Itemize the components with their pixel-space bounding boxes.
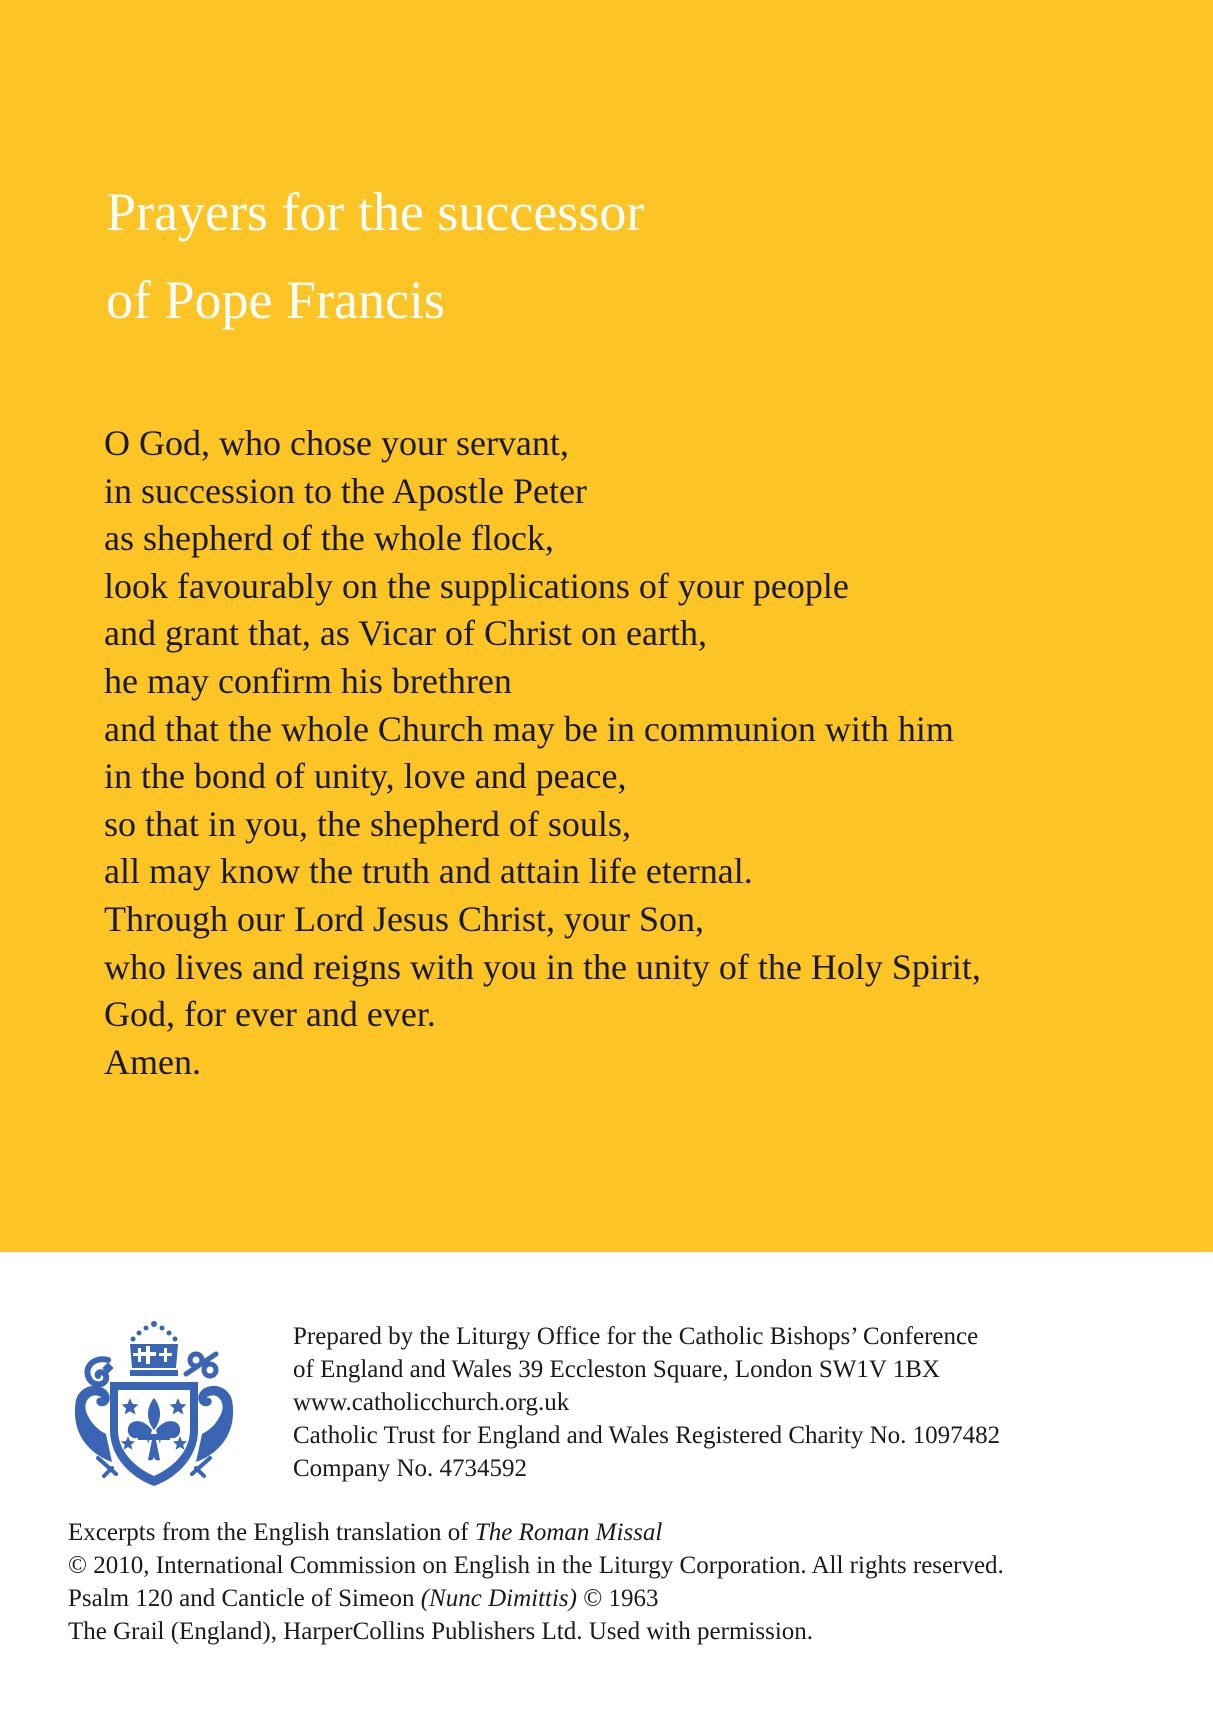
prayer-line: Through our Lord Jesus Christ, your Son, [104, 898, 704, 939]
publisher-info [293, 1320, 1193, 1485]
credits-text: © 1963 [576, 1585, 659, 1612]
publisher-address: of England and Wales 39 Eccleston Square, London SW1V 1BX [293, 1356, 940, 1383]
prayer-line: and grant that, as Vicar of Christ on earth, [104, 613, 707, 654]
prayer-line: so that in you, the shepherd of souls, [104, 803, 631, 844]
prayer-line: God, for ever and ever. [104, 994, 436, 1035]
prayer-line: in succession to the Apostle Peter [104, 470, 587, 511]
prayer-line: in the bond of unity, love and peace, [104, 756, 627, 797]
book-title: The Roman Missal [474, 1519, 663, 1546]
credits-text: Excerpts from the English translation of [68, 1519, 475, 1546]
credits-line-1 [68, 1516, 1208, 1549]
prayer-line: he may confirm his brethren [104, 660, 512, 701]
credits-line-2: © 2010, International Commission on English in the Liturgy Corporation. All rights reserved. [68, 1552, 1004, 1579]
prayer-line: Amen. [104, 1041, 201, 1082]
prayer-line: all may know the truth and attain life eternal. [104, 851, 753, 892]
copyright-credits [68, 1516, 1208, 1648]
prayer-line: as shepherd of the whole flock, [104, 518, 554, 559]
canticle-title: (Nunc Dimittis) [420, 1585, 577, 1612]
prayer-text [104, 420, 1204, 1086]
title-line-2: of Pope Francis [106, 270, 445, 330]
prayer-line: and that the whole Church may be in communion with him [104, 708, 954, 749]
prayer-line: who lives and reigns with you in the unity of the Holy Spirit, [104, 946, 981, 987]
credits-line-3 [68, 1582, 1208, 1615]
publisher-website: www.catholicchurch.org.uk [293, 1389, 570, 1416]
page-title [106, 168, 1106, 344]
prayer-line: look favourably on the supplications of your people [104, 565, 849, 606]
bishops-conference-crest-icon [68, 1318, 240, 1490]
credits-line-4: The Grail (England), HarperCollins Publishers Ltd. Used with permission. [68, 1618, 814, 1645]
prayer-line: O God, who chose your servant, [104, 423, 569, 463]
title-line-1: Prayers for the successor [106, 182, 645, 242]
company-number: Company No. 4734592 [293, 1455, 528, 1482]
charity-number: Catholic Trust for England and Wales Registered Charity No. 1097482 [293, 1422, 1001, 1449]
credits-text: Psalm 120 and Canticle of Simeon [68, 1585, 421, 1612]
publisher-line: Prepared by the Liturgy Office for the Catholic Bishops’ Conference [293, 1323, 979, 1350]
